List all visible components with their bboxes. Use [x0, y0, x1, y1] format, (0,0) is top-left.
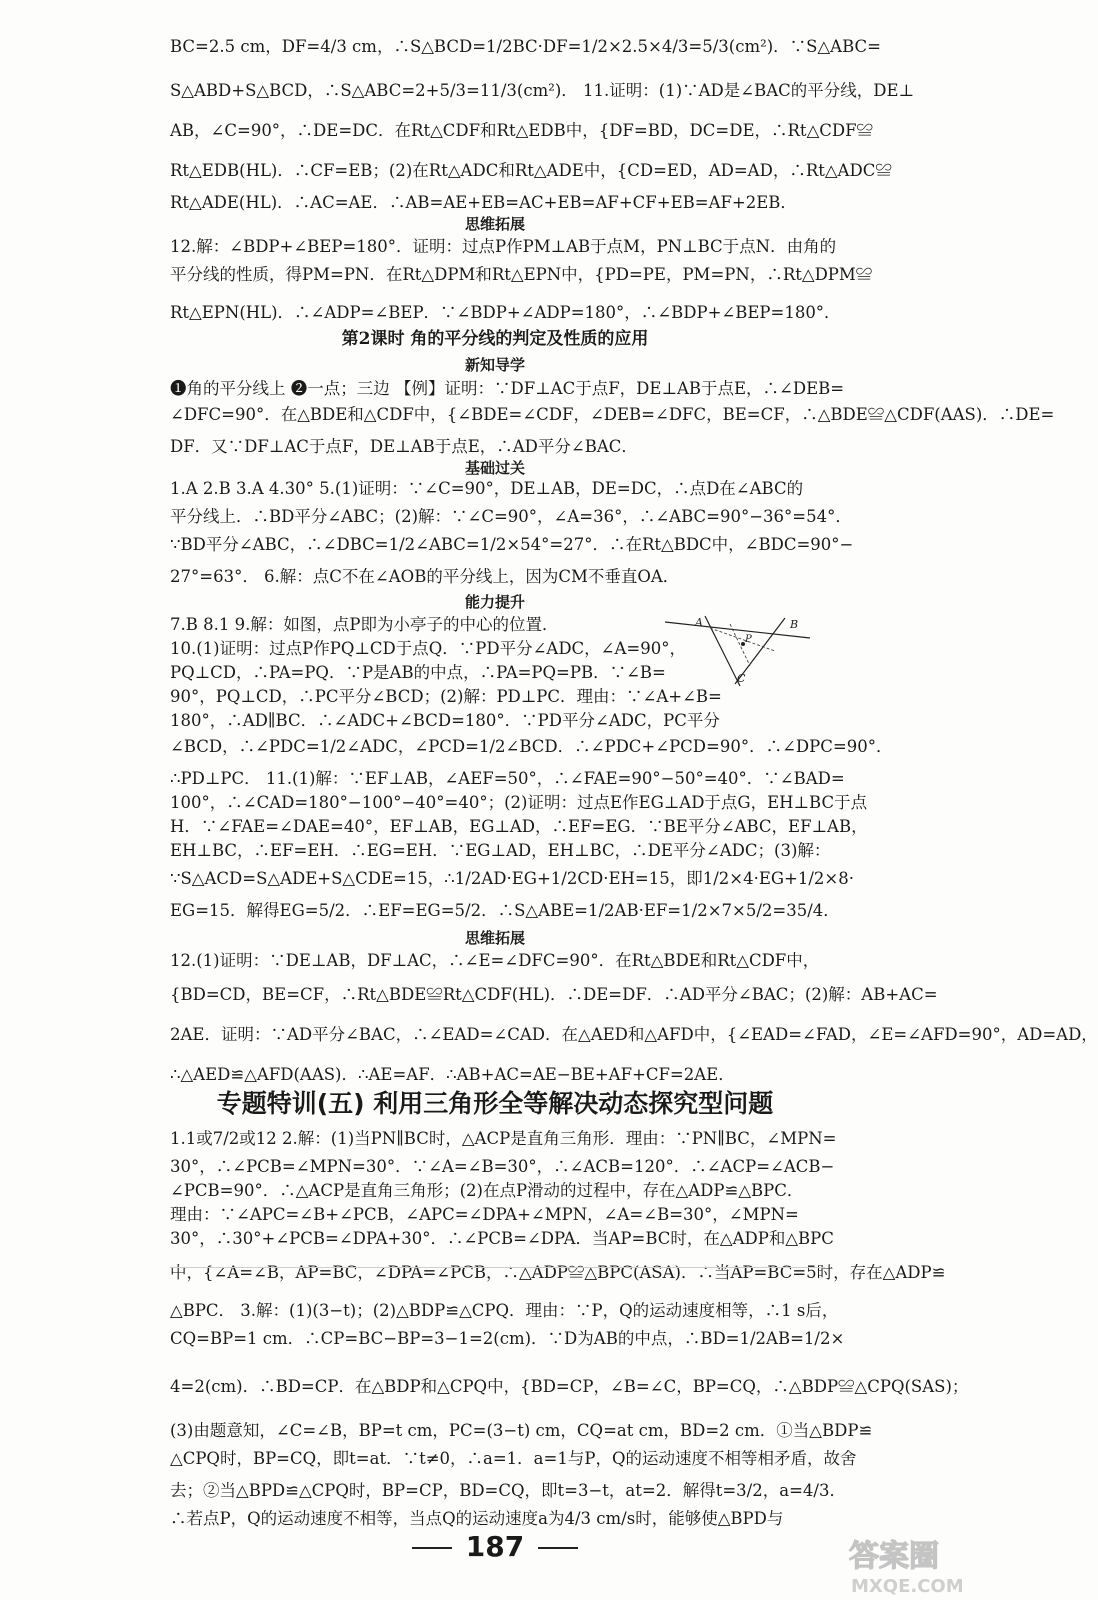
text-line: Rt△ADE(HL)．∴AC=AE．∴AB=AE+EB=AC+EB=AF+CF+EB=AF+2EB． [170, 193, 797, 212]
text-line: 理由：∵∠APC=∠B+∠PCB，∠APC=∠DPA+∠MPN，∠A=∠B=30°，∠MPN= [170, 1205, 799, 1224]
watermark-logo [845, 1530, 985, 1598]
text-line: 90°，PQ⊥CD，∴PC平分∠BCD；(2)解：PD⊥PC．理由：∵∠A+∠B= [170, 687, 722, 706]
section-heading: 新知导学 [464, 356, 525, 374]
figure-label-b: B [790, 618, 799, 631]
text-line: 4=2(cm)．∴BD=CP．在△BDP和△CPQ中，{BD=CP，∠B=∠C，BP=CQ，∴△BDP≌△CPQ(SAS)； [170, 1377, 969, 1396]
figure-label-p: P [745, 634, 752, 645]
text-line: 30°，∴30°+∠PCB=∠DPA+30°．∴∠PCB=∠DPA．当AP=BC时，在△ADP和△BPC [170, 1229, 834, 1248]
section-heading: 思维拓展 [464, 215, 525, 233]
text-line: Rt△EDB(HL)．∴CF=EB；(2)在Rt△ADC和Rt△ADE中，{CD=ED，AD=AD，∴Rt△ADC≌ [170, 161, 892, 180]
text-line: 平分线的性质，得PM=PN．在Rt△DPM和Rt△EPN中，{PD=PE，PM=PN，∴Rt△DPM≌ [170, 265, 873, 284]
geometry-figure [665, 616, 810, 686]
figure-line [710, 628, 775, 651]
text-line: 2AE．证明：∵AD平分∠BAC，∴∠EAD=∠CAD．在△AED和△AFD中，{∠EAD=∠FAD，∠E=∠AFD=90°，AD=AD， [170, 1025, 1098, 1044]
figure-label-c: C [737, 672, 746, 685]
text-line: 去；②当△BPD≌△CPQ时，BP=CP，BD=CQ，即t=3−t，at=2．解得t=3/2，a=4/3． [170, 1481, 846, 1500]
text-line: S△ABD+S△BCD，∴S△ABC=2+5/3=11/3(cm²)． 11.证明：(1)∵AD是∠BAC的平分线，DE⊥ [170, 81, 915, 100]
text-line: ∵S△ACD=S△ADE+S△CDE=15，∴1/2AD·EG+1/2CD·EH=15，即1/2×4·EG+1/2×8· [170, 869, 855, 888]
page-number [170, 1530, 820, 1563]
text-line: H．∵∠FAE=∠DAE=40°，EF⊥AB，EG⊥AD，∴EF=EG．∵BE平分∠ABC，EF⊥AB， [170, 817, 868, 836]
text-line: AB，∠C=90°，∴DE=DC．在Rt△CDF和Rt△EDB中，{DF=BD，DC=DE，∴Rt△CDF≌ [170, 121, 874, 140]
text-line: 12.(1)证明：∵DE⊥AB，DF⊥AC，∴∠E=∠DFC=90°．在Rt△BDE和Rt△CDF中， [170, 951, 820, 970]
text-line: CQ=BP=1 cm．∴CP=BC−BP=3−1=2(cm)．∵D为AB的中点，∴BD=1/2AB=1/2× [170, 1329, 845, 1348]
text-line: 10.(1)证明：过点P作PQ⊥CD于点Q．∵PD平分∠ADC，∠A=90°， [170, 639, 686, 658]
text-line: ∠DFC=90°．在△BDE和△CDF中，{∠BDE=∠CDF，∠DEB=∠DFC，BE=CF，∴△BDE≌△CDF(AAS)．∴DE= [170, 405, 1055, 424]
lesson-title: 第2课时 角的平分线的判定及性质的应用 [341, 329, 649, 349]
section-heading: 思维拓展 [464, 929, 525, 947]
text-line: (3)由题意知，∠C=∠B，BP=t cm，PC=(3−t) cm，CQ=at cm，BD=2 cm．①当△BDP≌ [170, 1421, 873, 1440]
text-line: ∠PCB=90°．∴△ACP是直角三角形；(2)在点P滑动的过程中，存在△ADP≌△BPC． [170, 1181, 804, 1200]
text-line: 平分线上．∴BD平分∠ABC；(2)解：∵∠C=90°，∠A=36°，∴∠ABC=90°−36°=54°． [170, 507, 852, 526]
dash-left [412, 1547, 452, 1549]
figure-line [665, 622, 810, 638]
text-line: △BPC． 3.解：(1)(3−t)；(2)△BDP≌△CPQ．理由：∵P，Q的运动速度相等，∴1 s后， [170, 1301, 839, 1320]
text-line: 7.B 8.1 9.解：如图，点P即为小亭子的中心的位置． [170, 615, 559, 634]
text-line: △CPQ时，BP=CQ，即t=at．∵t≠0，∴a=1．a=1与P，Q的运动速度不相等相矛盾，故舍 [170, 1449, 857, 1468]
text-line: 1.1或7/2或12 2.解：(1)当PN∥BC时，△ACP是直角三角形．理由：∵PN∥BC，∠MPN= [170, 1129, 837, 1148]
text-line: EH⊥BC，∴EF=EH．∴EG=EH．∵EG⊥AD，EH⊥BC，∴DE平分∠ADC；(3)解： [170, 841, 831, 860]
text-line: ∠BCD，∴∠PDC=1/2∠ADC，∠PCD=1/2∠BCD．∴∠PDC+∠PCD=90°．∴∠DPC=90°． [170, 737, 893, 756]
watermark-domain: MXQE.COM [851, 1576, 964, 1597]
text-line: DF．又∵DF⊥AC于点F，DE⊥AB于点E，∴AD平分∠BAC． [170, 437, 638, 456]
page-number-text: 187 [465, 1530, 525, 1563]
text-line: PQ⊥CD，∴PA=PQ．∵P是AB的中点，∴PA=PQ=PB．∵∠B= [170, 663, 666, 682]
topic-title: 专题特训(五) 利用三角形全等解决动态探究型问题 [216, 1089, 774, 1118]
text-line: ∵BD平分∠ABC，∴∠DBC=1/2∠ABC=1/2×54°=27°．∴在Rt△BDC中，∠BDC=90°− [170, 535, 854, 554]
text-line: EG=15．解得EG=5/2．∴EF=EG=5/2．∴S△ABE=1/2AB·EF=1/2×7×5/2=35/4． [170, 901, 840, 920]
watermark-text: 答案圈 [849, 1539, 939, 1574]
section-heading: 能力提升 [464, 593, 525, 611]
text-line: ❶角的平分线上 ❷一点；三边 【例】证明：∵DF⊥AC于点F，DE⊥AB于点E，∴∠DEB= [170, 379, 845, 398]
text-line: 180°，∴AD∥BC．∴∠ADC+∠BCD=180°．∵PD平分∠ADC，PC平分 [170, 711, 720, 730]
text-line: Rt△EPN(HL)．∴∠ADP=∠BEP．∵∠BDP+∠ADP=180°，∴∠BDP+∠BEP=180°． [170, 303, 841, 322]
text-line: 12.解：∠BDP+∠BEP=180°．证明：过点P作PM⊥AB于点M，PN⊥BC于点N．由角的 [170, 237, 837, 256]
figure-line [705, 616, 740, 686]
text-line: 100°，∴∠CAD=180°−100°−40°=40°；(2)证明：过点E作EG⊥AD于点G，EH⊥BC于点 [170, 793, 868, 812]
text-line: ∴PD⊥PC． 11.(1)解：∵EF⊥AB，∠AEF=50°，∴∠FAE=90°−50°=40°．∵∠BAD= [170, 769, 845, 788]
text-line: {BD=CD，BE=CF，∴Rt△BDE≌Rt△CDF(HL)．∴DE=DF．∴AD平分∠BAC；(2)解：AB+AC= [170, 985, 938, 1004]
figure-label-a: A [695, 616, 703, 629]
text-line: 1.A 2.B 3.A 4.30° 5.(1)证明：∵∠C=90°，DE⊥AB，DE=DC，∴点D在∠ABC的 [170, 479, 804, 498]
text-line: ∴△AED≌△AFD(AAS)．∴AE=AF．∴AB+AC=AE−BE+AF+CF=2AE． [170, 1065, 735, 1084]
text-line: 中，{∠A=∠B，AP=BC，∠DPA=∠PCB，∴△ADP≌△BPC(ASA)．∴当AP=BC=5时，存在△ADP≌ [170, 1263, 946, 1282]
text-line: BC=2.5 cm，DF=4/3 cm，∴S△BCD=1/2BC·DF=1/2×2.5×4/3=5/3(cm²)．∵S△ABC= [170, 37, 881, 56]
text-line: 30°，∴∠PCB=∠MPN=30°．∵∠A=∠B=30°，∴∠ACB=120°．∴∠ACP=∠ACB− [170, 1157, 835, 1176]
section-heading: 基础过关 [464, 459, 525, 477]
divider [170, 1267, 825, 1268]
text-line: ∴若点P，Q的运动速度不相等，当点Q的运动速度a为4/3 cm/s时，能够使△BPD与 [170, 1509, 784, 1528]
dash-right [538, 1547, 578, 1549]
text-line: 27°=63°． 6.解：点C不在∠AOB的平分线上，因为CM不垂直OA． [170, 567, 680, 586]
